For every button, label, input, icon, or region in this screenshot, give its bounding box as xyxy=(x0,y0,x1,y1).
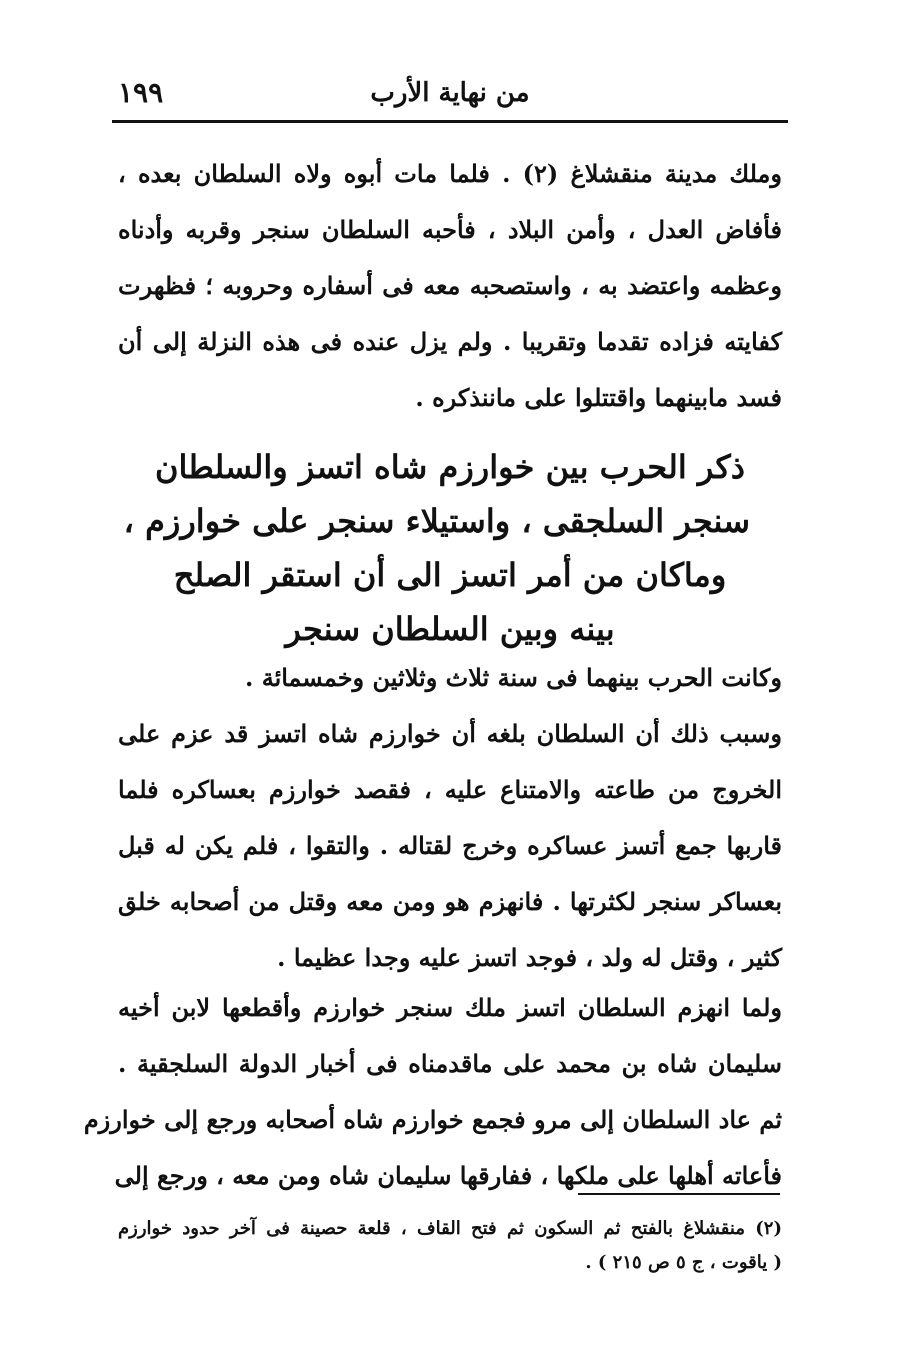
paragraph-line: فأفاض العدل ، وأمن البلاد ، فأحبه السلطان سنجر وقربه وأدناه xyxy=(118,215,782,244)
paragraph-line: كفايته فزاده تقدما وتقريبا . ولم يزل عنده فى هذه النزلة إلى أن xyxy=(118,327,782,356)
paragraph-line: ولما انهزم السلطان اتسز ملك سنجر خوارزم وأقطعها لابن أخيه xyxy=(118,993,783,1022)
paragraph-2 xyxy=(118,650,782,986)
paragraph-line: قاربها جمع أتسز عساكره وخرج لقتاله . والتقوا ، فلم يكن له قبل xyxy=(118,831,782,860)
paragraph-1 xyxy=(118,146,782,426)
heading-line: وماكان من أمر اتسز الى أن استقر الصلح xyxy=(173,556,727,594)
paragraph-3 xyxy=(83,980,783,1204)
paragraph-line: بعساكر سنجر لكثرتها . فانهزم هو ومن معه وقتل من أصحابه خلق xyxy=(118,887,782,916)
paragraph-line: فسد مابينهما واقتتلوا على ماننذكره . xyxy=(415,383,782,412)
footnote-line: (٢) منقشلاغ بالفتح ثم السكون ثم فتح القاف ، قلعة حصينة فى آخر حدود خوارزم xyxy=(118,1218,782,1239)
header-rule xyxy=(112,120,788,123)
footnote-line: ( ياقوت ، ج ٥ ص ٢١٥ ) . xyxy=(585,1252,782,1273)
paragraph-line: وعظمه واعتضد به ، واستصحبه معه فى أسفاره وحروبه ؛ فظهرت xyxy=(118,271,782,300)
paragraph-line: كثير ، وقتل له ولد ، فوجد اتسز عليه وجدا عظيما . xyxy=(277,943,782,972)
heading-line: سنجر السلجقى ، واستيلاء سنجر على خوارزم ، xyxy=(123,502,750,540)
paragraph-line: وملك مدينة منقشلاغ (٢) . فلما مات أبوه ولاه السلطان بعده ، xyxy=(118,159,782,188)
paragraph-line: فأعاته أهلها على ملكها ، ففارقها سليمان شاه ومن معه ، ورجع إلى xyxy=(114,1161,782,1190)
heading-line: ذكر الحرب بين خوارزم شاه اتسز والسلطان xyxy=(155,448,745,486)
footnote xyxy=(118,1212,782,1280)
paragraph-line: الخروج من طاعته والامتناع عليه ، فقصد خوارزم بعساكره فلما xyxy=(118,775,782,804)
paragraph-line: وسبب ذلك أن السلطان بلغه أن خوارزم شاه اتسز قد عزم على xyxy=(118,719,782,748)
footnote-rule xyxy=(578,1193,780,1195)
running-title: من نهاية الأرب xyxy=(370,78,530,108)
paragraph-line: وكانت الحرب بينهما فى سنة ثلاث وثلاثين وخمسمائة . xyxy=(244,663,782,692)
heading-line: بينه وبين السلطان سنجر xyxy=(285,610,615,648)
section-heading xyxy=(123,440,750,656)
page-header xyxy=(118,72,782,118)
paragraph-line: سليمان شاه بن محمد على ماقدمناه فى أخبار الدولة السلجقية . xyxy=(118,1049,783,1078)
paragraph-line: ثم عاد السلطان إلى مرو فجمع خوارزم شاه أصحابه ورجع إلى خوارزم xyxy=(83,1105,782,1134)
page-number: ١٩٩ xyxy=(118,76,164,109)
